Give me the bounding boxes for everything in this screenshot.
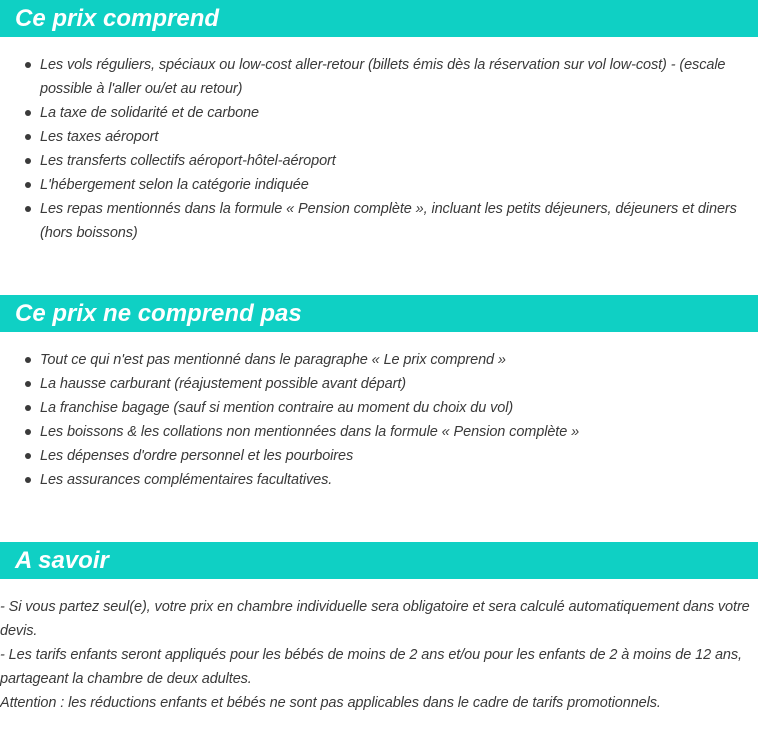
bullet-icon (25, 182, 31, 188)
section-header-a-savoir (0, 542, 758, 579)
list-item-text: La taxe de solidarité et de carbone (40, 105, 259, 121)
list-item-text: Les repas mentionnés dans la formule « Pension complète », incluant les petits déjeuners, déjeuners et diners (hors boissons) (40, 201, 737, 241)
list-item-text: La hausse carburant (réajustement possible avant départ) (40, 376, 406, 392)
bullet-icon (25, 381, 31, 387)
bullet-icon (25, 357, 31, 363)
list-item-text: L'hébergement selon la catégorie indiquée (40, 177, 309, 193)
list-item (40, 420, 752, 444)
bullet-icon (25, 158, 31, 164)
section-title-excludes: Ce prix ne comprend pas (15, 300, 302, 327)
bullet-icon (25, 134, 31, 140)
a-savoir-line: - Les tarifs enfants seront appliqués pour les bébés de moins de 2 ans et/ou pour les enfants de 2 à moins de 12 ans, partageant la chambre de deux adultes. (0, 647, 742, 687)
bullet-icon (25, 405, 31, 411)
list-item (40, 396, 752, 420)
excludes-list (0, 348, 752, 492)
section-header-includes (0, 0, 758, 37)
list-item (40, 372, 752, 396)
list-item-text: Les vols réguliers, spéciaux ou low-cost aller-retour (billets émis dès la réservation sur vol low-cost) - (escale possible à l'aller ou/et au retour) (40, 57, 726, 97)
list-item (40, 468, 752, 492)
bullet-icon (25, 477, 31, 483)
section-title-a-savoir: A savoir (15, 547, 109, 574)
list-item (40, 125, 752, 149)
bullet-icon (25, 62, 31, 68)
list-item-text: Les assurances complémentaires facultatives. (40, 472, 333, 488)
bullet-icon (25, 453, 31, 459)
includes-list (0, 53, 752, 245)
section-header-excludes (0, 295, 758, 332)
a-savoir-line: Attention : les réductions enfants et bébés ne sont pas applicables dans le cadre de tarifs promotionnels. (0, 695, 661, 711)
list-item (40, 101, 752, 125)
list-item (40, 149, 752, 173)
list-item-text: Les transferts collectifs aéroport-hôtel-aéroport (40, 153, 336, 169)
list-item-text: Tout ce qui n'est pas mentionné dans le paragraphe « Le prix comprend » (40, 352, 506, 368)
list-item (40, 444, 752, 468)
bullet-icon (25, 110, 31, 116)
bullet-icon (25, 429, 31, 435)
list-item (40, 53, 752, 101)
a-savoir-text (0, 595, 756, 715)
a-savoir-line: - Si vous partez seul(e), votre prix en chambre individuelle sera obligatoire et sera calculé automatiquement dans votre devis. (0, 599, 750, 639)
list-item (40, 173, 752, 197)
list-item-text: Les taxes aéroport (40, 129, 159, 145)
list-item (40, 348, 752, 372)
list-item-text: Les dépenses d'ordre personnel et les pourboires (40, 448, 354, 464)
list-item-text: Les boissons & les collations non mentionnées dans la formule « Pension complète » (40, 424, 580, 440)
list-item (40, 197, 752, 245)
section-title-includes: Ce prix comprend (15, 5, 220, 32)
bullet-icon (25, 206, 31, 212)
list-item-text: La franchise bagage (sauf si mention contraire au moment du choix du vol) (40, 400, 514, 416)
